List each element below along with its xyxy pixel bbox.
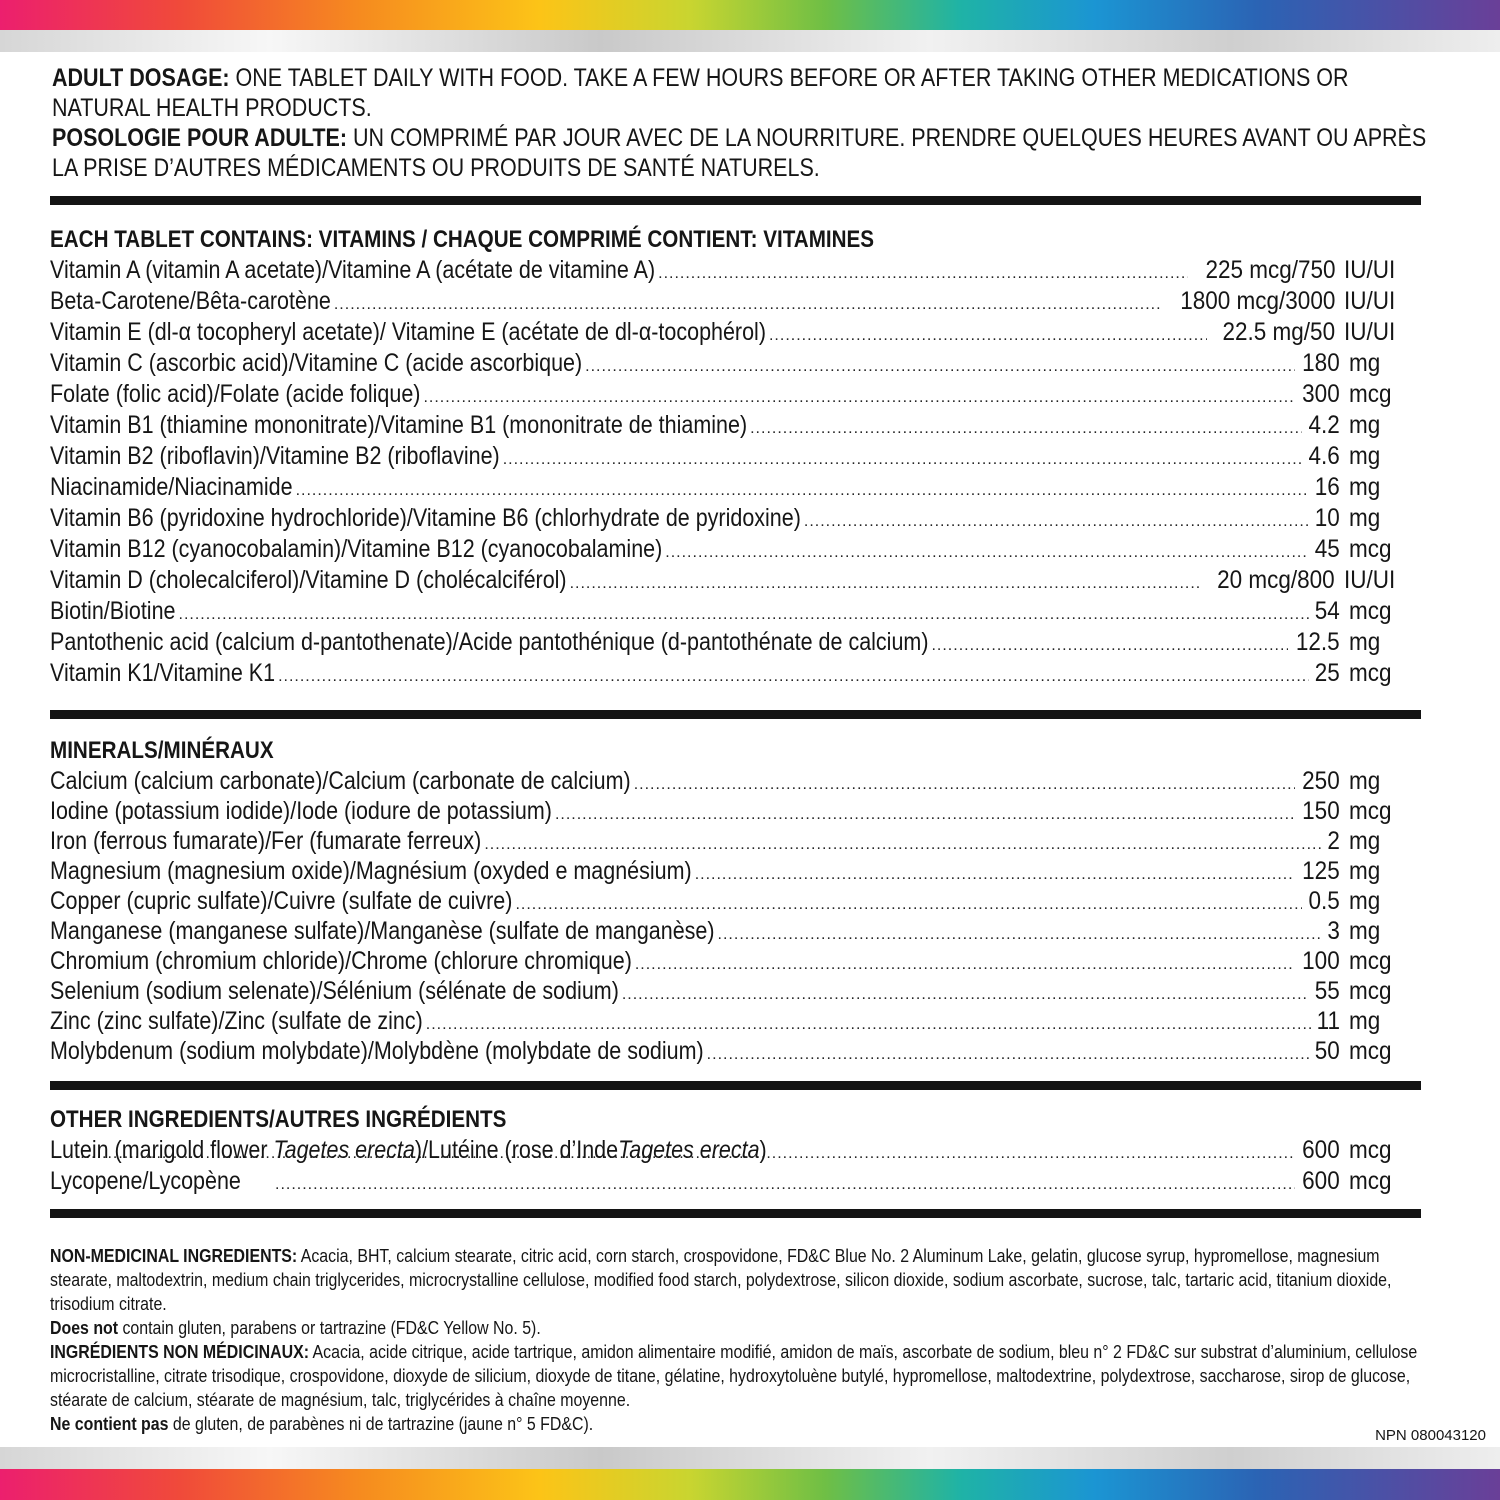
free-from-french (50, 1412, 1440, 1436)
leader-dots (423, 382, 1295, 413)
ingredient-unit: mcg (1349, 1037, 1392, 1065)
ingredient-name-text (50, 1135, 772, 1166)
ingredient-unit: mcg (1349, 977, 1392, 1005)
divider-rule-4 (50, 1209, 1421, 1218)
ingredient-amount: 600 (1302, 1167, 1340, 1195)
ingredient-name-text: Pantothenic acid (calcium d-pantothenate)/Acide pantothénique (d-pantothénate de calcium) (50, 628, 929, 656)
ingredient-unit: mcg (1349, 659, 1392, 687)
ingredient-unit: mg (1349, 1007, 1381, 1035)
ingredient-row (50, 317, 1402, 348)
ingredient-name-text: Manganese (manganese sulfate)/Manganèse (sulfate de manganèse) (50, 917, 715, 945)
ingredient-row (50, 856, 1402, 886)
ingredient-name (50, 441, 500, 472)
ingredient-row (50, 886, 1402, 916)
non-medicinal-french-text: Acacia, acide citrique, acide tartrique, amidon alimentaire modifié, amidon de maïs, ascorbate de sodium, bleu n° 2 FD&C sur substrat d’aluminium, cellulose microcristalline, citrate trisodique, crospovidone, dioxyde de silicium, dioxyde de titane, gélatine, hydroxytoluène butylé, hypromellose, maltodextrine, polydextrose, saccharose, sirop de glucose, stéarate de calcium, stéarate de magnésium, talc, triglycérides à chaîne moyenne. (50, 1341, 1418, 1410)
ingredient-unit: mg (1349, 411, 1381, 439)
ingredient-name (50, 796, 552, 826)
npn-number: NPN 080043120 (1375, 1427, 1486, 1444)
lutein-latin-1: Tagetes erecta (273, 1136, 415, 1164)
ingredient-name (50, 255, 655, 286)
leader-dots (275, 1169, 1295, 1200)
non-medicinal-block (50, 1244, 1440, 1436)
dosage-french-label: POSOLOGIE POUR ADULTE: (52, 124, 348, 152)
dosage-french-text: UN COMPRIMÉ PAR JOUR AVEC DE LA NOURRITURE. PRENDRE QUELQUES HEURES AVANT OU APRÈS LA PRISE D’AUTRES MÉDICAMENTS OU PRODUITS DE SANTÉ NATURELS. (52, 124, 1427, 182)
ingredient-name (50, 286, 331, 317)
ingredient-row (50, 796, 1402, 826)
ingredient-name-text: Vitamin B12 (cyanocobalamin)/Vitamine B12 (cyanocobalamine) (50, 535, 663, 563)
leader-dots (622, 980, 1309, 1010)
ingredient-name-text: Iron (ferrous fumarate)/Fer (fumarate ferreux) (50, 827, 482, 855)
ingredient-unit: mg (1349, 473, 1381, 501)
ingredient-amount: 25 (1314, 659, 1340, 687)
bottom-silver-band (0, 1447, 1500, 1469)
ingredient-row-lutein (50, 1135, 1402, 1166)
ingredient-name (50, 658, 275, 689)
leader-dots (278, 661, 1309, 692)
ingredient-name (50, 627, 928, 658)
ingredient-unit: mg (1349, 887, 1381, 915)
ingredient-row (50, 565, 1402, 596)
ingredient-name-text: Vitamin B1 (thiamine mononitrate)/Vitamine B1 (mononitrate de thiamine) (50, 411, 748, 439)
ingredient-name (50, 503, 801, 534)
mineral-list (50, 766, 1402, 1066)
ingredient-row (50, 1036, 1402, 1066)
ingredient-name-text: Copper (cupric sulfate)/Cuivre (sulfate de cuivre) (50, 887, 513, 915)
ingredient-unit: mcg (1349, 797, 1392, 825)
ingredient-name (50, 1036, 704, 1066)
ingredient-amount: 225 mcg/750 (1204, 256, 1336, 284)
ingredient-unit: IU/UI (1344, 256, 1396, 284)
ingredient-amount: 100 (1302, 947, 1340, 975)
ingredient-amount: 300 (1302, 380, 1340, 408)
ingredient-amount: 180 (1302, 349, 1340, 377)
ingredient-name-text: Molybdenum (sodium molybdate)/Molybdène (molybdate de sodium) (50, 1037, 704, 1065)
other-ingredients-title: OTHER INGREDIENTS/AUTRES INGRÉDIENTS (50, 1106, 507, 1133)
ingredient-unit: mg (1349, 442, 1381, 470)
ingredient-name-text: Lycopene/Lycopène (50, 1167, 241, 1195)
ingredient-row (50, 627, 1402, 658)
ingredient-name (50, 534, 662, 565)
ingredient-unit: mg (1349, 767, 1381, 795)
non-medicinal-french-label: INGRÉDIENTS NON MÉDICINAUX: (50, 1341, 309, 1362)
ingredient-row (50, 946, 1402, 976)
ingredient-amount: 50 (1314, 1037, 1340, 1065)
ingredient-row (50, 255, 1402, 286)
leader-dots (585, 351, 1295, 382)
leader-dots (804, 506, 1309, 537)
dosage-english-label: ADULT DOSAGE: (52, 64, 230, 92)
ingredient-amount: 125 (1302, 857, 1340, 885)
ingredient-amount: 3 (1327, 917, 1340, 945)
ingredient-unit: mcg (1349, 380, 1392, 408)
ingredient-row (50, 472, 1402, 503)
ingredient-name (50, 410, 747, 441)
ingredient-name (50, 596, 176, 627)
leader-dots (718, 920, 1324, 950)
top-silver-band (0, 30, 1500, 52)
ingredient-row (50, 1006, 1402, 1036)
ingredient-name-text: Iodine (potassium iodide)/Iode (iodure de potassium) (50, 797, 552, 825)
ingredient-unit: mg (1349, 857, 1381, 885)
ingredient-amount: 16 (1314, 473, 1340, 501)
ingredient-amount: 4.2 (1308, 411, 1340, 439)
ingredient-row-lycopene (50, 1166, 1402, 1197)
leader-dots (769, 320, 1207, 351)
ingredient-name (50, 856, 692, 886)
ingredient-name (50, 946, 632, 976)
ingredient-unit: IU/UI (1344, 287, 1396, 315)
ingredient-unit: mcg (1349, 1167, 1392, 1195)
other-ingredients-section (50, 1104, 1402, 1197)
leader-dots (635, 950, 1295, 980)
ingredient-name-text: Selenium (sodium selenate)/Sélénium (sélénate de sodium) (50, 977, 619, 1005)
ingredient-name (50, 472, 293, 503)
dosage-english (52, 63, 1432, 123)
dosage-english-text: ONE TABLET DAILY WITH FOOD. TAKE A FEW HOURS BEFORE OR AFTER TAKING OTHER MEDICATIONS OR NATURAL HEALTH PRODUCTS. (52, 64, 1349, 122)
ingredient-row (50, 916, 1402, 946)
ingredient-amount: 2 (1327, 827, 1340, 855)
lutein-latin-2: Tagetes erecta (618, 1136, 760, 1164)
ingredient-amount: 55 (1314, 977, 1340, 1005)
leader-dots (296, 475, 1310, 506)
free-from-french-label: Ne contient pas (50, 1413, 169, 1434)
ingredient-name (50, 826, 481, 856)
leader-dots (503, 444, 1303, 475)
ingredient-amount: 600 (1302, 1136, 1340, 1164)
ingredient-unit: mcg (1349, 1136, 1392, 1164)
vitamins-section (50, 224, 1402, 689)
minerals-title: MINERALS/MINÉRAUX (50, 737, 274, 764)
free-from-english-label: Does not (50, 1317, 119, 1338)
leader-dots (931, 630, 1288, 661)
free-from-english (50, 1316, 1440, 1340)
ingredient-amount: 1800 mcg/3000 (1179, 287, 1336, 315)
non-medicinal-english-text: Acacia, BHT, calcium stearate, citric acid, corn starch, crospovidone, FD&C Blue No. 2 Aluminum Lake, gelatin, glucose syrup, hypromellose, magnesium stearate, maltodextrin, medium chain triglycerides, microcrystalline cellulose, modified food starch, polydextrose, silicon dioxide, sodium ascorbate, sucrose, talc, tartaric acid, titanium dioxide, trisodium citrate. (50, 1245, 1392, 1314)
lutein-text-c: ) (759, 1136, 767, 1164)
dosage-french (52, 123, 1432, 183)
ingredient-amount: 4.6 (1308, 442, 1340, 470)
ingredient-amount: 250 (1302, 767, 1340, 795)
ingredient-unit: mg (1349, 827, 1381, 855)
vitamins-title: EACH TABLET CONTAINS: VITAMINS / CHAQUE COMPRIMÉ CONTIENT: VITAMINES (50, 226, 875, 253)
ingredient-amount: 22.5 mg/50 (1222, 318, 1336, 346)
leader-dots (570, 568, 1202, 599)
ingredient-unit: mcg (1349, 535, 1392, 563)
ingredient-row (50, 534, 1402, 565)
ingredient-name-text: Chromium (chromium chloride)/Chrome (chlorure chromique) (50, 947, 632, 975)
leader-dots (707, 1040, 1310, 1070)
ingredient-row (50, 348, 1402, 379)
ingredient-row (50, 658, 1402, 689)
vitamin-list (50, 255, 1402, 689)
ingredient-row (50, 441, 1402, 472)
lutein-text-a: Lutein (marigold flower (50, 1136, 274, 1164)
ingredient-name-text: Zinc (zinc sulfate)/Zinc (sulfate de zinc) (50, 1007, 423, 1035)
leader-dots (634, 770, 1296, 800)
ingredient-name-text: Vitamin A (vitamin A acetate)/Vitamine A (acétate de vitamine A) (50, 256, 656, 284)
lutein-text-b: )/Lutéine (rose d’Inde (414, 1136, 619, 1164)
dosage-block (52, 63, 1432, 183)
non-medicinal-english-label: NON-MEDICINAL INGREDIENTS: (50, 1245, 298, 1266)
divider-rule-2 (50, 710, 1421, 719)
non-medicinal-french (50, 1340, 1440, 1412)
ingredient-amount: 10 (1314, 504, 1340, 532)
ingredient-row (50, 410, 1402, 441)
ingredient-name (50, 565, 567, 596)
ingredient-name-text: Magnesium (magnesium oxide)/Magnésium (oxyded e magnésium) (50, 857, 692, 885)
leader-dots (555, 800, 1295, 830)
ingredient-amount: 0.5 (1308, 887, 1340, 915)
leader-dots (334, 289, 1160, 320)
ingredient-row (50, 596, 1402, 627)
ingredient-unit: IU/UI (1344, 566, 1396, 594)
ingredient-unit: mg (1349, 628, 1381, 656)
ingredient-name (50, 1166, 272, 1197)
ingredient-name-text: Biotin/Biotine (50, 597, 176, 625)
non-medicinal-english (50, 1244, 1440, 1316)
ingredient-name-text: Vitamin B2 (riboflavin)/Vitamine B2 (riboflavine) (50, 442, 500, 470)
ingredient-unit: IU/UI (1344, 318, 1396, 346)
ingredient-unit: mg (1349, 504, 1381, 532)
ingredient-unit: mg (1349, 917, 1381, 945)
bottom-rainbow-band (0, 1469, 1500, 1500)
ingredient-unit: mcg (1349, 597, 1392, 625)
free-from-english-text: contain gluten, parabens or tartrazine (FD&C Yellow No. 5). (118, 1317, 541, 1338)
ingredient-row (50, 286, 1402, 317)
ingredient-name (50, 317, 766, 348)
ingredient-name-text: Vitamin D (cholecalciferol)/Vitamine D (cholécalciférol) (50, 566, 567, 594)
ingredient-name (50, 766, 631, 796)
minerals-section (50, 735, 1402, 1066)
leader-dots (665, 537, 1309, 568)
ingredient-row (50, 503, 1402, 534)
ingredient-row (50, 826, 1402, 856)
leader-dots (750, 413, 1302, 444)
top-rainbow-band (0, 0, 1500, 30)
ingredient-row (50, 379, 1402, 410)
ingredient-name-text: Vitamin E (dl-α tocopheryl acetate)/ Vitamine E (acétate de dl-α-tocophérol) (50, 318, 766, 346)
ingredient-row (50, 766, 1402, 796)
ingredient-row (50, 976, 1402, 1006)
leader-dots (179, 599, 1310, 630)
divider-rule-1 (50, 196, 1421, 205)
ingredient-amount: 12.5 (1296, 628, 1340, 656)
ingredient-name (50, 1006, 423, 1036)
free-from-french-text: de gluten, de parabènes ni de tartrazine (jaune n° 5 FD&C). (168, 1413, 594, 1434)
ingredient-name (50, 916, 715, 946)
ingredient-name-text: Beta-Carotene/Bêta-carotène (50, 287, 331, 315)
ingredient-name (50, 348, 582, 379)
ingredient-name-text: Niacinamide/Niacinamide (50, 473, 293, 501)
ingredient-amount: 54 (1314, 597, 1340, 625)
leader-dots (695, 860, 1296, 890)
ingredient-amount: 20 mcg/800 (1217, 566, 1336, 594)
ingredient-name-text: Calcium (calcium carbonate)/Calcium (carbonate de calcium) (50, 767, 631, 795)
ingredient-name (50, 379, 420, 410)
ingredient-name (50, 886, 512, 916)
ingredient-name-text: Vitamin C (ascorbic acid)/Vitamine C (acide ascorbique) (50, 349, 583, 377)
divider-rule-3 (50, 1081, 1421, 1090)
ingredient-name-text: Vitamin K1/Vitamine K1 (50, 659, 276, 687)
ingredient-amount: 45 (1314, 535, 1340, 563)
ingredient-name-text: Vitamin B6 (pyridoxine hydrochloride)/Vitamine B6 (chlorhydrate de pyridoxine) (50, 504, 801, 532)
ingredient-amount: 150 (1302, 797, 1340, 825)
ingredient-amount: 11 (1316, 1007, 1340, 1035)
leader-dots (658, 258, 1187, 289)
ingredient-unit: mcg (1349, 947, 1392, 975)
ingredient-unit: mg (1349, 349, 1381, 377)
ingredient-name (50, 976, 619, 1006)
ingredient-name-text: Folate (folic acid)/Folate (acide folique) (50, 380, 421, 408)
